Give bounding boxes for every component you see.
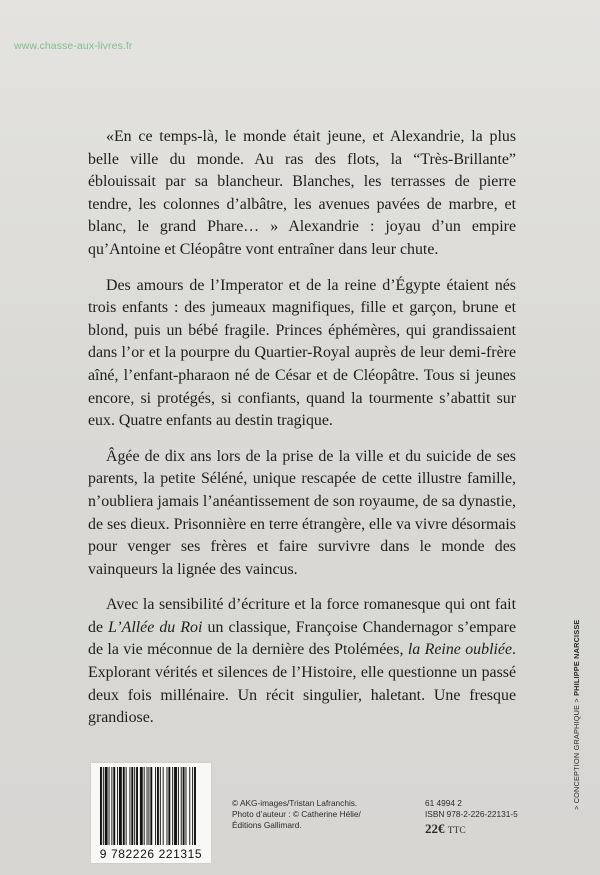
blurb-paragraph-2: Des amours de l’Imperator et de la reine d’Égypte étaient nés trois enfants : des jumeaux magnifiques, fille et garçon, brune et blond, puis un bébé fragile. Princes éphémères, qui grandissaient dans l’or et la pourpre du Quartier-Royal auprès de leur demi-frère aîné, l’enfant-pharaon né de César et de Cléopâtre. Tous si jeunes encore, si protégés, si confiants, quand la tourmente s’abattit sur eux. Quatre enfants au destin tragique. — [88, 276, 516, 430]
barcode-bar — [167, 767, 168, 845]
barcode-bar — [168, 767, 170, 845]
blurb-paragraph-1: «En ce temps-là, le monde était jeune, et Alexandrie, la plus belle ville du monde. Au ras des flots, la “Très-Brillante” éblouissait par sa blancheur. Blanches, les terrasses de pierre tendre, les colonnes d’albâtre, les avenues pavées de marbre, et blanc, le grand Phare… » Alexandrie : joyau d’un empire qu’Antoine et Cléopâtre vont entraîner dans leur chute. — [88, 128, 516, 258]
barcode-bar — [160, 767, 161, 845]
barcode-bar — [131, 767, 133, 845]
graphic-design-credit — [572, 620, 581, 810]
barcode-bar — [119, 767, 122, 845]
barcode-bar — [134, 767, 135, 845]
barcode-bar — [183, 767, 185, 845]
reference-number: 61 4994 2 — [425, 798, 462, 808]
price-value: 22€ — [425, 821, 445, 837]
blurb-text — [88, 126, 516, 743]
price-ttc: TTC — [447, 826, 466, 837]
barcode-bar — [172, 767, 173, 845]
title-allee-du-roi: L’Allée du Roi — [108, 618, 203, 636]
barcode-bar — [178, 767, 179, 845]
barcode-bar — [103, 767, 104, 845]
barcode-bar — [147, 767, 148, 845]
barcode-bar — [129, 767, 130, 845]
credit-line-2: Photo d’auteur : © Catherine Hélie/ — [232, 809, 361, 820]
barcode-bar — [189, 767, 190, 845]
barcode-bar — [126, 767, 127, 845]
barcode-bars — [100, 767, 206, 845]
barcode-bar — [140, 767, 143, 845]
barcode-bar — [123, 767, 125, 845]
barcode-digits: 9 782226 221315 — [99, 847, 203, 861]
credit-line-3: Éditions Gallimard. — [232, 820, 302, 831]
barcode-bar — [105, 767, 108, 845]
barcode-bar — [109, 767, 110, 845]
barcode-bar — [117, 767, 118, 845]
barcode-bar — [100, 767, 102, 845]
barcode-bar — [150, 767, 152, 845]
blurb-paragraph-4 — [88, 594, 516, 730]
barcode-bar — [186, 767, 187, 845]
barcode-bar — [144, 767, 145, 845]
barcode-bar — [148, 767, 149, 845]
designer-name: PHILIPPE NARCISSE — [572, 619, 581, 696]
watermark-url: www.chasse-aux-livres.fr — [14, 40, 133, 52]
barcode-bar — [155, 767, 156, 845]
barcode-bar — [157, 767, 159, 845]
barcode-bar — [194, 767, 196, 845]
blurb-p4-part-e: . Explorant vérités et silences de l’Histoire, elle questionne un passé deux fois millénaire. Un récit singulier, haletant. Une fresque grandiose. — [88, 641, 516, 727]
blurb-p4-part-c: un classique, Françoise Chandernagor s’empare de la vie méconnue de la dernière des Ptolémées, — [88, 618, 516, 659]
barcode-bar — [113, 767, 115, 845]
side-credit-prefix: > CONCEPTION GRAPHIQUE > — [572, 695, 581, 810]
blurb-paragraph-3: Âgée de dix ans lors de la prise de la ville et du suicide de ses parents, la petite Séléné, unique rescapée de cette illustre famille, n’oubliera jamais l’anéantissement de son royaume, de sa dynastie, de ses dieux. Prisonnière en terre étrangère, elle va vivre désormais pour venger ses frères et faire survivre dans le monde des vainqueurs la lignée des vaincus. — [88, 447, 516, 578]
barcode-bar — [163, 767, 164, 845]
isbn-barcode — [90, 762, 212, 864]
barcode-bar — [111, 767, 112, 845]
isbn-number: ISBN 978-2-226-22131-5 — [425, 809, 518, 820]
barcode-bar — [136, 767, 138, 845]
photo-credits — [232, 798, 361, 832]
book-codes — [425, 798, 518, 838]
barcode-bar — [174, 767, 177, 845]
price — [425, 823, 518, 837]
title-reine-oubliee: la Reine oubliée — [407, 641, 513, 659]
barcode-bar — [181, 767, 182, 845]
barcode-bar — [192, 767, 193, 845]
blurb-p4-part-a: Avec la sensibilité d’écriture et la force romanesque qui ont fait de — [88, 596, 516, 636]
credit-line-1: © AKG-images/Tristan Lafranchis. — [232, 798, 358, 808]
